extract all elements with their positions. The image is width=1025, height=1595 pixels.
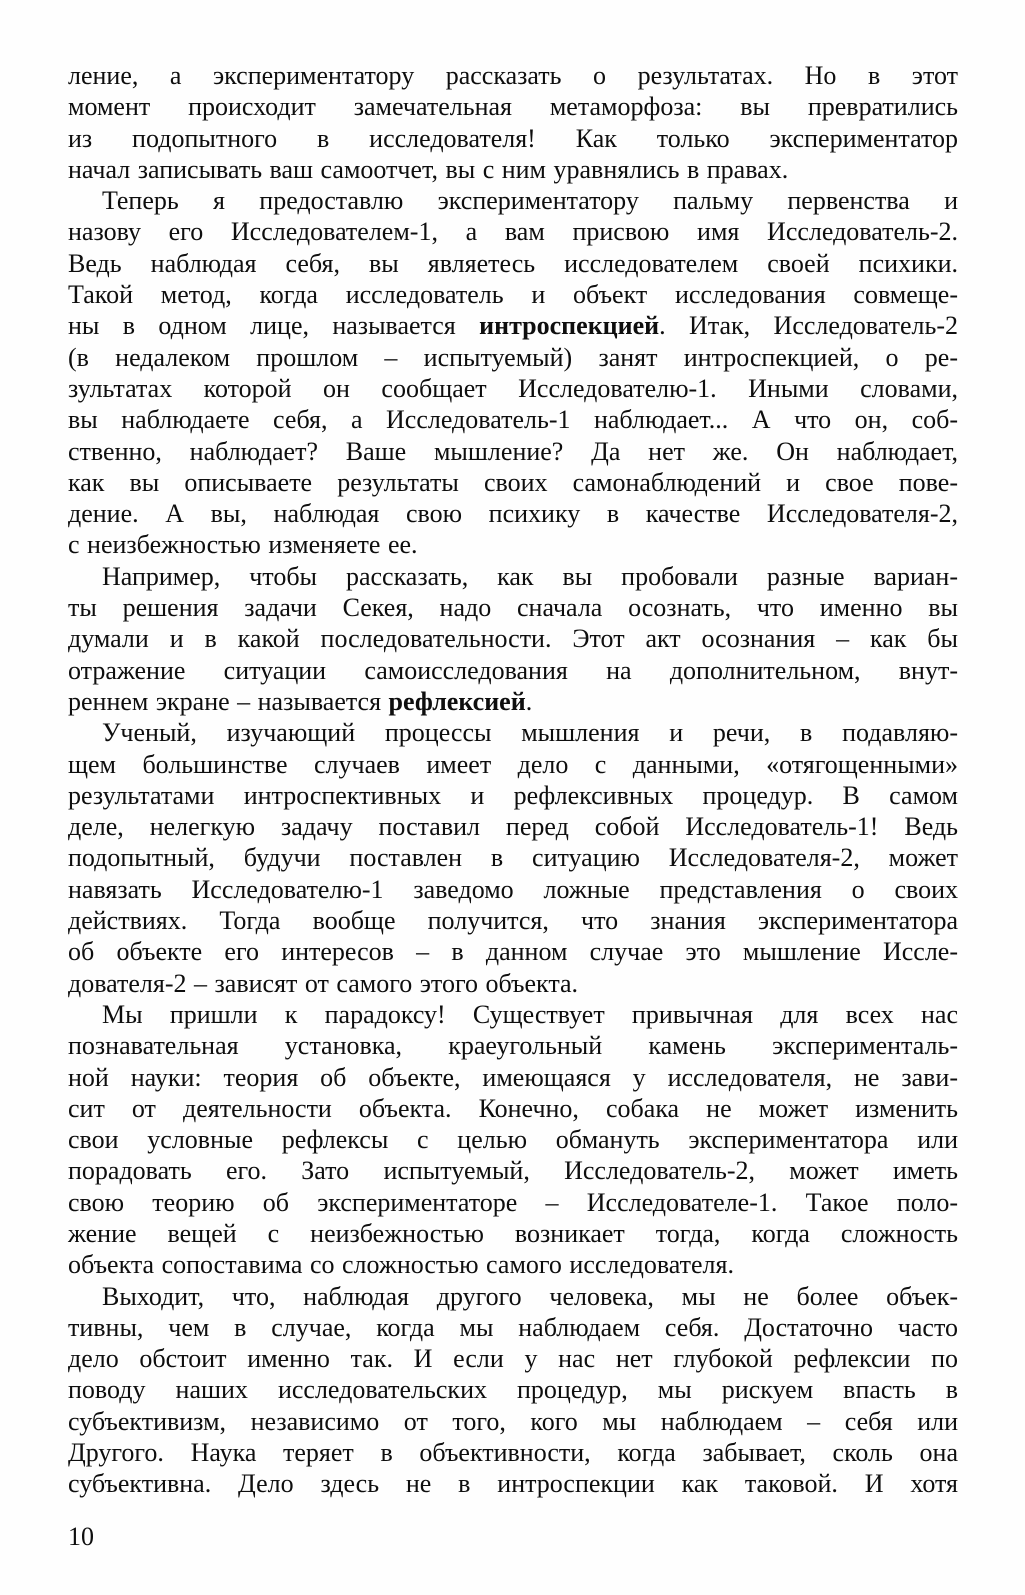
- text-segment: Другого. Наука теряет в объективности, когда забывает, сколь она: [68, 1438, 958, 1468]
- text-line: [68, 968, 958, 999]
- text-segment: как вы описываете результаты своих самонаблюдений и свое пове-: [68, 467, 958, 497]
- text-segment: ты решения задачи Секея, надо сначала осознать, что именно вы: [68, 593, 958, 623]
- text-line: [68, 905, 958, 936]
- bold-term: рефлексией: [388, 686, 526, 716]
- text-segment: Мы пришли к парадоксу! Существует привычная для всех нас: [102, 999, 958, 1029]
- text-segment: .: [525, 686, 533, 716]
- text-line: [68, 1406, 958, 1437]
- text-segment: дело обстоит именно так. И если у нас нет глубокой рефлексии по: [68, 1344, 958, 1374]
- text-segment: сит от деятельности объекта. Конечно, собака не может изменить: [68, 1093, 958, 1123]
- text-line: [68, 1062, 958, 1093]
- text-segment: навязать Исследователю-1 заведомо ложные представления о своих: [68, 874, 958, 904]
- text-segment: отражение ситуации самоисследования на дополнительном, внут-: [68, 655, 958, 685]
- text-line: [68, 1312, 958, 1343]
- text-segment: субъективна. Дело здесь не в интроспекции как таковой. И хотя: [68, 1469, 958, 1499]
- paragraph: [68, 185, 958, 561]
- text-segment: ны в одном лице, называется: [68, 311, 480, 341]
- text-line: [68, 1281, 958, 1312]
- text-line: [68, 123, 958, 154]
- text-segment: тивны, чем в случае, когда мы наблюдаем себя. Достаточно часто: [68, 1312, 958, 1342]
- text-line: [68, 936, 958, 967]
- text-segment: дение. А вы, наблюдая свою психику в качестве Исследователя-2,: [68, 499, 958, 529]
- text-line: [68, 1468, 958, 1499]
- text-line: [68, 404, 958, 435]
- text-segment: познавательная установка, краеугольный камень эксперименталь-: [68, 1031, 958, 1061]
- text-line: [68, 780, 958, 811]
- text-line: [68, 60, 958, 91]
- text-line: [68, 1093, 958, 1124]
- text-segment: Например, чтобы рассказать, как вы пробовали разные вариан-: [102, 561, 958, 591]
- text-line: [68, 623, 958, 654]
- text-segment: реннем экране – называется: [68, 686, 389, 716]
- text-line: [68, 1374, 958, 1405]
- text-segment: момент происходит замечательная метаморфоза: вы превратились: [68, 92, 958, 122]
- text-segment: зультатах которой он сообщает Исследователю-1. Иными словами,: [68, 373, 958, 403]
- text-line: [68, 185, 958, 216]
- paragraph: [68, 60, 958, 185]
- text-segment: ной науки: теория об объекте, имеющаяся у исследователя, не зави-: [68, 1062, 958, 1092]
- text-line: [68, 1155, 958, 1186]
- text-segment: ление, а экспериментатору рассказать о результатах. Но в этот: [68, 61, 958, 90]
- text-line: [68, 529, 958, 560]
- page-text: [68, 60, 958, 1500]
- text-segment: подопытный, будучи поставлен в ситуацию Исследователя-2, может: [68, 843, 958, 873]
- page-number: 10: [68, 1522, 94, 1551]
- text-segment: свою теорию об экспериментаторе – Исследователе-1. Такое поло-: [68, 1187, 958, 1217]
- text-segment: вы наблюдаете себя, а Исследователь-1 наблюдает... А что он, соб-: [68, 405, 958, 435]
- text-line: [68, 91, 958, 122]
- text-line: [68, 1437, 958, 1468]
- text-line: [68, 436, 958, 467]
- text-segment: объекта сопоставима со сложностью самого исследователя.: [68, 1250, 734, 1280]
- text-line: [68, 592, 958, 623]
- paragraph: [68, 999, 958, 1281]
- text-segment: (в недалеком прошлом – испытуемый) занят интроспекцией, о ре-: [68, 342, 958, 372]
- text-line: [68, 310, 958, 341]
- text-segment: Выходит, что, наблюдая другого человека, мы не более объек-: [102, 1281, 958, 1311]
- text-segment: ственно, наблюдает? Ваше мышление? Да нет же. Он наблюдает,: [68, 436, 958, 466]
- text-segment: свои условные рефлексы с целью обмануть экспериментатора или: [68, 1125, 958, 1155]
- text-segment: результатами интроспективных и рефлексивных процедур. В самом: [68, 780, 958, 810]
- text-line: [68, 216, 958, 247]
- text-line: [68, 811, 958, 842]
- paragraph: [68, 717, 958, 999]
- text-line: [68, 749, 958, 780]
- text-line: [68, 1124, 958, 1155]
- text-segment: Такой метод, когда исследователь и объект исследования совмеще-: [68, 280, 958, 310]
- text-line: [68, 279, 958, 310]
- text-segment: Ведь наблюдая себя, вы являетесь исследователем своей психики.: [68, 248, 958, 278]
- text-segment: начал записывать ваш самоотчет, вы с ним уравнялись в правах.: [68, 154, 789, 184]
- text-segment: назову его Исследователем-1, а вам присвою имя Исследователь-2.: [68, 217, 958, 247]
- text-segment: поводу наших исследовательских процедур, мы рискуем впасть в: [68, 1375, 958, 1405]
- text-line: [68, 717, 958, 748]
- text-line: [68, 498, 958, 529]
- text-segment: с неизбежностью изменяете ее.: [68, 530, 418, 560]
- text-segment: думали и в какой последовательности. Этот акт осознания – как бы: [68, 624, 958, 654]
- text-line: [68, 999, 958, 1030]
- text-line: [68, 1343, 958, 1374]
- text-line: [68, 342, 958, 373]
- text-line: [68, 1187, 958, 1218]
- text-segment: об объекте его интересов – в данном случае это мышление Иссле-: [68, 937, 958, 967]
- text-line: [68, 561, 958, 592]
- text-line: [68, 1030, 958, 1061]
- text-line: [68, 154, 958, 185]
- text-segment: Ученый, изучающий процессы мышления и речи, в подавляю-: [102, 718, 958, 748]
- text-line: [68, 686, 958, 717]
- text-segment: деле, нелегкую задачу поставил перед собой Исследователь-1! Ведь: [68, 812, 958, 842]
- text-line: [68, 655, 958, 686]
- text-segment: действиях. Тогда вообще получится, что знания экспериментатора: [68, 906, 958, 936]
- text-line: [68, 842, 958, 873]
- text-segment: щем большинстве случаев имеет дело с данными, «отягощенными»: [68, 749, 958, 779]
- text-line: [68, 1249, 958, 1280]
- text-segment: субъективизм, независимо от того, кого мы наблюдаем – себя или: [68, 1406, 958, 1436]
- text-segment: порадовать его. Зато испытуемый, Исследователь-2, может иметь: [68, 1156, 958, 1186]
- text-segment: Теперь я предоставлю экспериментатору пальму первенства и: [102, 186, 958, 216]
- text-segment: дователя-2 – зависят от самого этого объекта.: [68, 968, 579, 998]
- text-line: [68, 467, 958, 498]
- paragraph: [68, 1281, 958, 1500]
- text-line: [68, 1218, 958, 1249]
- text-segment: . Итак, Исследователь-2: [659, 311, 958, 341]
- text-line: [68, 373, 958, 404]
- bold-term: интроспекцией: [479, 311, 660, 341]
- text-segment: из подопытного в исследователя! Как только экспериментатор: [68, 123, 958, 153]
- text-line: [68, 248, 958, 279]
- text-line: [68, 874, 958, 905]
- paragraph: [68, 561, 958, 717]
- text-segment: жение вещей с неизбежностью возникает тогда, когда сложность: [68, 1218, 958, 1248]
